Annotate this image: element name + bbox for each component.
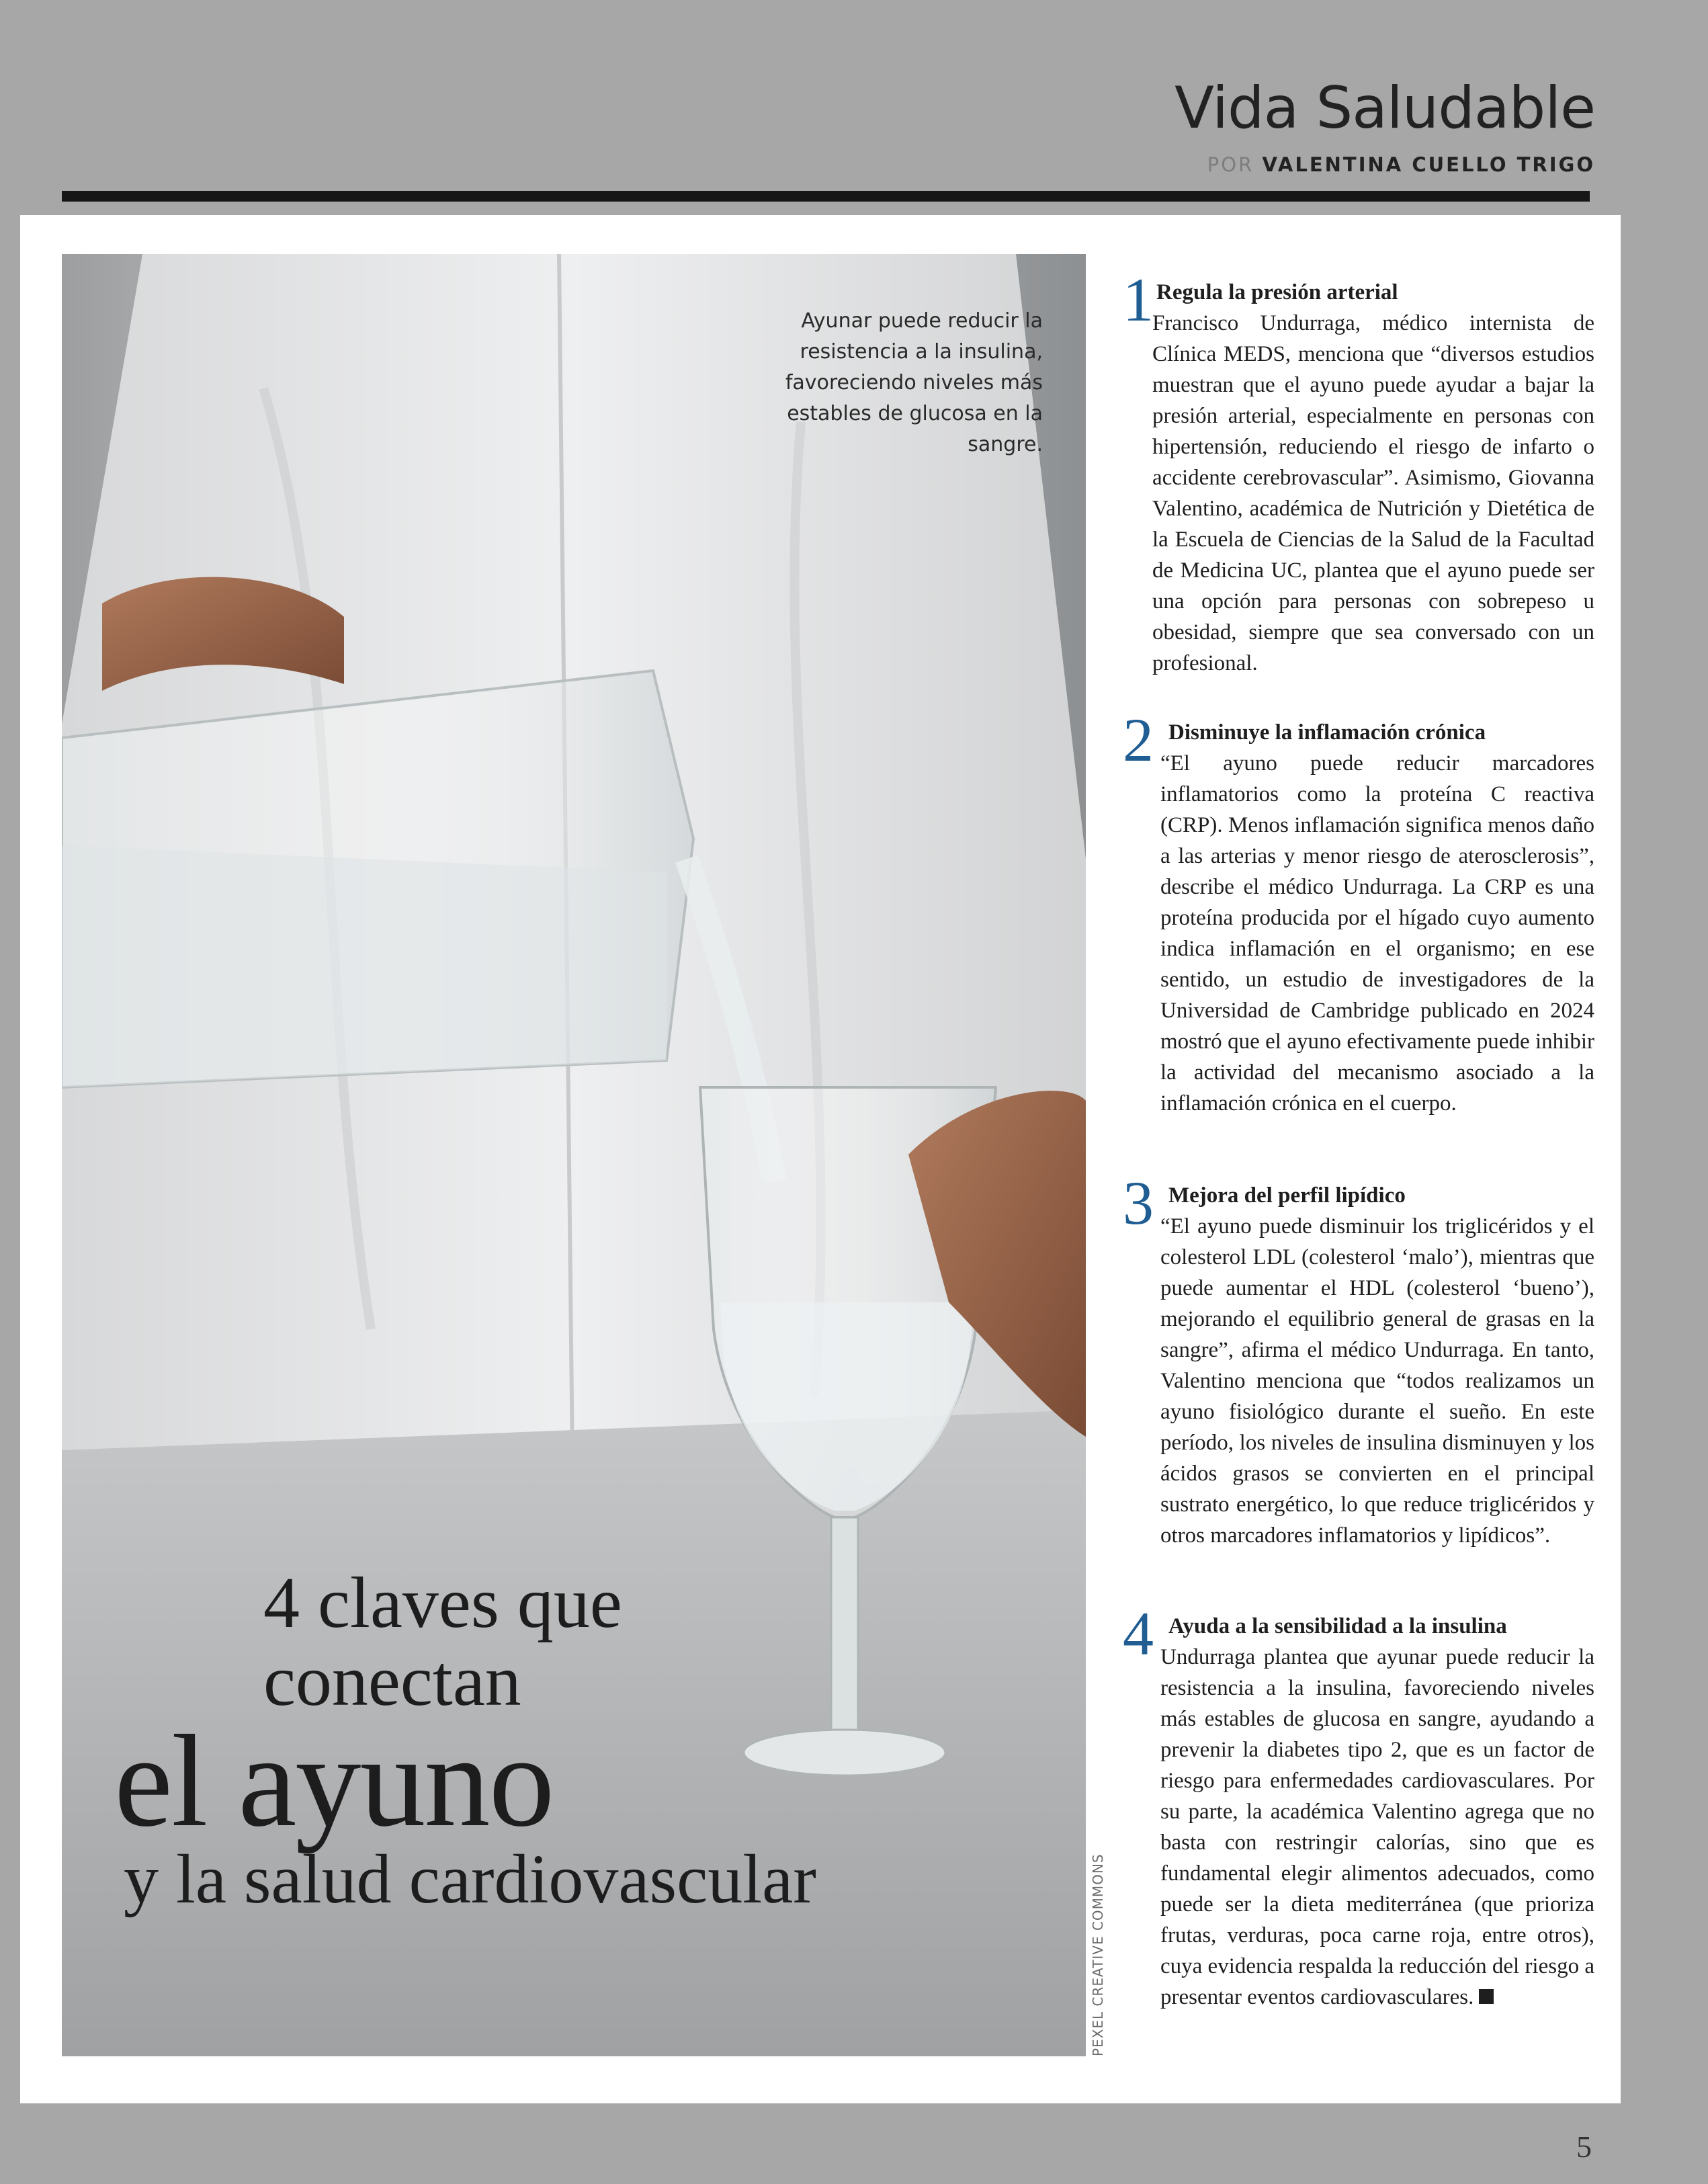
point-number: 3 [1123, 1169, 1154, 1237]
page-header [0, 0, 1708, 202]
point-number: 4 [1123, 1599, 1154, 1668]
byline [1207, 153, 1595, 176]
point-body: “El ayuno puede reducir marcadores inflamatorios como la proteína C reactiva (CRP). Menos inflamación significa menos daño a las arterias y menor riesgo de aterosclerosis”, describe el médico Undurraga. La CRP es una proteína producida por el hígado cuyo aumento indica inflamación en el organismo; en ese sentido, un estudio de investigadores de la Universidad de Cambridge publicado en 2024 mostró que el ayuno efectivamente puede inhibir la actividad del mecanismo asociado a la inflamación crónica en el cuerpo. [1160, 751, 1594, 1116]
point-title: Mejora del perfil lipídico [1168, 1183, 1406, 1208]
photo-caption: Ayunar puede reducir la resistencia a la insulina, favoreciendo niveles más estables de glucosa en la sangre. [785, 309, 1043, 456]
section-title: Vida Saludable [1175, 75, 1595, 142]
headline-line-2: conectan [263, 1641, 521, 1721]
point-2 [1123, 706, 1594, 1180]
byline-author: VALENTINA CUELLO TRIGO [1262, 153, 1595, 176]
header-rule [62, 191, 1590, 202]
point-body: Undurraga plantea que ayunar puede reducir la resistencia a la insulina, favoreciendo niveles más estables de glucosa en sangre, ayudando a prevenir la diabetes tipo 2, que es un factor de riesgo para enfermedades cardiovasculares. Por su parte, la académica Valentino agrega que no basta con restringir calorías, sino que es fundamental elegir alimentos adecuados, como puede ser la dieta mediterránea (que prioriza frutas, verduras, poca carne roja, entre otros), cuya evidencia respalda la reducción del riesgo a presentar eventos cardiovasculares. [1160, 1645, 1594, 2009]
point-title: Disminuye la inflamación crónica [1168, 720, 1486, 745]
point-body: “El ayuno puede disminuir los triglicéridos y el colesterol LDL (colesterol ‘malo’), mientras que puede aumentar el HDL (colesterol ‘bueno’), mejorando el equilibrio general de grasas en la sangre”, afirma el médico Undurraga. En tanto, Valentino menciona que “todos realizamos un ayuno fisiológico durante el sueño. En este período, los niveles de insulina disminuyen y los ácidos grasos se convierten en el principal sustrato energético, lo que reduce triglicéridos y otros marcadores inflamatorios y lipídicos”. [1160, 1214, 1594, 1548]
headline [114, 1564, 1082, 1919]
point-1 [1123, 265, 1594, 717]
photo-credit: PEXEL CREATIVE COMMONS [1090, 1853, 1106, 2056]
byline-prefix: POR [1207, 153, 1254, 176]
headline-line-1: 4 claves que [263, 1563, 622, 1643]
point-number: 2 [1123, 706, 1154, 774]
point-number: 1 [1123, 265, 1154, 334]
page-number: 5 [1576, 2130, 1592, 2164]
point-4 [1123, 1599, 1594, 2013]
point-3 [1123, 1169, 1594, 1611]
end-mark [1479, 1989, 1494, 2004]
point-title: Regula la presión arterial [1156, 280, 1398, 304]
point-title: Ayuda a la sensibilidad a la insulina [1168, 1614, 1507, 1638]
headline-line-3: el ayuno [114, 1708, 554, 1854]
article-body [1123, 265, 1594, 2013]
headline-line-4: y la salud cardiovascular [124, 1841, 816, 1918]
point-body: Francisco Undurraga, médico internista de Clínica MEDS, menciona que “diversos estudios muestran que el ayuno puede ayudar a bajar la presión arterial, especialmente en personas con hipertensión, reduciendo el riesgo de infarto o accidente cerebrovascular”. Asimismo, Giovanna Valentino, académica de Nutrición y Dietética de la Escuela de Ciencias de la Salud de la Facultad de Medicina UC, plantea que el ayuno puede ser una opción para personas con sobrepeso u obesidad, siempre que sea conversado con un profesional. [1152, 311, 1594, 675]
point-body-wrap [1123, 1642, 1594, 2013]
